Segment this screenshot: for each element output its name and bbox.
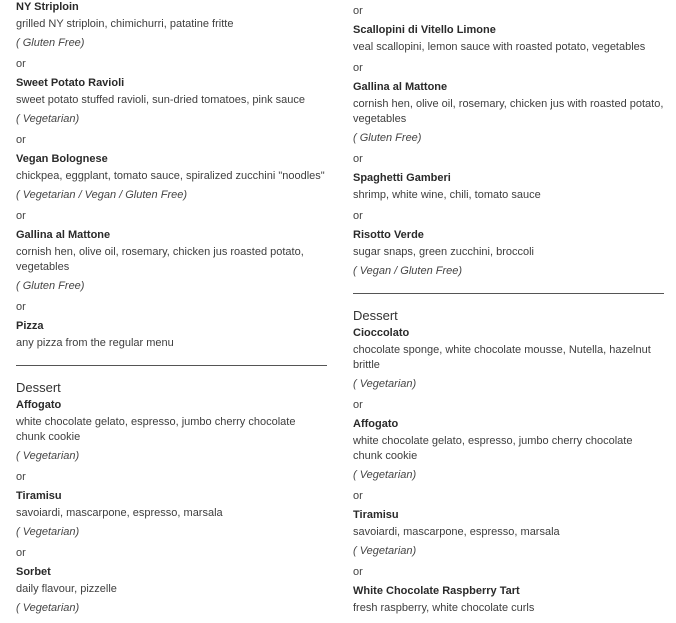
- item-name: Spaghetti Gamberi: [353, 172, 451, 184]
- item-name: Tiramisu: [16, 490, 62, 502]
- item-name: Sweet Potato Ravioli: [16, 77, 125, 89]
- or-separator: or: [353, 490, 363, 502]
- item-description: sweet potato stuffed ravioli, sun-dried tomatoes, pink sauce: [16, 94, 306, 106]
- menu-item: [16, 398, 327, 464]
- menu-item: [16, 565, 327, 616]
- item-diet-tag: ( Gluten Free): [353, 132, 422, 144]
- menu-item: [16, 152, 327, 203]
- item-name: Gallina al Mattone: [16, 229, 111, 241]
- menu-item: [353, 23, 664, 55]
- menu-item: [16, 228, 327, 294]
- item-diet-tag: ( Vegetarian): [16, 526, 80, 538]
- item-description: savoiardi, mascarpone, espresso, marsala: [16, 507, 223, 519]
- item-diet-tag: ( Vegetarian): [16, 602, 80, 614]
- item-name: Pizza: [16, 320, 44, 332]
- item-description: white chocolate gelato, espresso, jumbo cherry chocolate chunk cookie: [353, 435, 633, 462]
- item-diet-tag: ( Vegetarian): [353, 378, 417, 390]
- item-name: Risotto Verde: [353, 229, 424, 241]
- menu-item: [353, 508, 664, 559]
- item-name: Gallina al Mattone: [353, 81, 448, 93]
- menu-item: [353, 228, 664, 279]
- or-separator: or: [16, 301, 26, 313]
- item-description: shrimp, white wine, chili, tomato sauce: [353, 189, 541, 201]
- item-description: sugar snaps, green zucchini, broccoli: [353, 246, 534, 258]
- item-name: NY Striploin: [16, 1, 79, 13]
- item-description: white chocolate gelato, espresso, jumbo cherry chocolate chunk cookie: [16, 416, 296, 443]
- or-separator: or: [353, 399, 363, 411]
- item-diet-tag: ( Vegetarian): [353, 545, 417, 557]
- item-diet-tag: ( Vegetarian / Vegan / Gluten Free): [16, 189, 187, 201]
- or-separator: or: [16, 134, 26, 146]
- section-divider: [16, 365, 327, 366]
- menu-item: [353, 326, 664, 392]
- left-column: [16, 0, 327, 616]
- item-description: grilled NY striploin, chimichurri, patatine fritte: [16, 18, 234, 30]
- menu-item: [353, 80, 664, 146]
- menu-item: [353, 171, 664, 203]
- item-description: daily flavour, pizzelle: [16, 583, 117, 595]
- menu-item: [16, 0, 327, 51]
- item-diet-tag: ( Gluten Free): [16, 280, 85, 292]
- menu-item: [16, 489, 327, 540]
- menu-item: [16, 319, 327, 351]
- item-name: Vegan Bolognese: [16, 153, 108, 165]
- item-description: chickpea, eggplant, tomato sauce, spiralized zucchini "noodles": [16, 170, 325, 182]
- item-diet-tag: ( Vegetarian): [16, 113, 80, 125]
- or-separator: or: [16, 471, 26, 483]
- or-separator: or: [353, 210, 363, 222]
- or-separator: or: [353, 153, 363, 165]
- item-description: veal scallopini, lemon sauce with roasted potato, vegetables: [353, 41, 646, 53]
- item-name: White Chocolate Raspberry Tart: [353, 585, 520, 597]
- item-description: cornish hen, olive oil, rosemary, chicken jus roasted potato, vegetables: [16, 246, 304, 273]
- or-separator: or: [16, 210, 26, 222]
- item-description: fresh raspberry, white chocolate curls: [353, 602, 535, 614]
- item-description: savoiardi, mascarpone, espresso, marsala: [353, 526, 560, 538]
- item-description: cornish hen, olive oil, rosemary, chicken jus with roasted potato, vegetables: [353, 98, 664, 125]
- item-name: Sorbet: [16, 566, 51, 578]
- item-diet-tag: ( Gluten Free): [16, 37, 85, 49]
- menu-item: [16, 76, 327, 127]
- or-separator: or: [16, 58, 26, 70]
- section-divider: [353, 293, 664, 294]
- item-name: Affogato: [353, 418, 399, 430]
- item-name: Cioccolato: [353, 327, 410, 339]
- item-name: Scallopini di Vitello Limone: [353, 24, 496, 36]
- menu-item: [353, 417, 664, 483]
- menu-item: [353, 584, 664, 616]
- item-name: Affogato: [16, 399, 62, 411]
- item-description: chocolate sponge, white chocolate mousse, Nutella, hazelnut brittle: [353, 344, 651, 371]
- or-separator: or: [16, 547, 26, 559]
- right-column: [353, 0, 664, 616]
- or-separator: or: [353, 566, 363, 578]
- item-diet-tag: ( Vegan / Gluten Free): [353, 265, 463, 277]
- or-separator: or: [353, 5, 363, 17]
- dessert-heading: Dessert: [353, 308, 398, 323]
- item-diet-tag: ( Vegetarian): [353, 469, 417, 481]
- item-name: Tiramisu: [353, 509, 399, 521]
- or-separator: or: [353, 62, 363, 74]
- dessert-heading: Dessert: [16, 380, 61, 395]
- item-diet-tag: ( Vegetarian): [16, 450, 80, 462]
- item-description: any pizza from the regular menu: [16, 337, 174, 349]
